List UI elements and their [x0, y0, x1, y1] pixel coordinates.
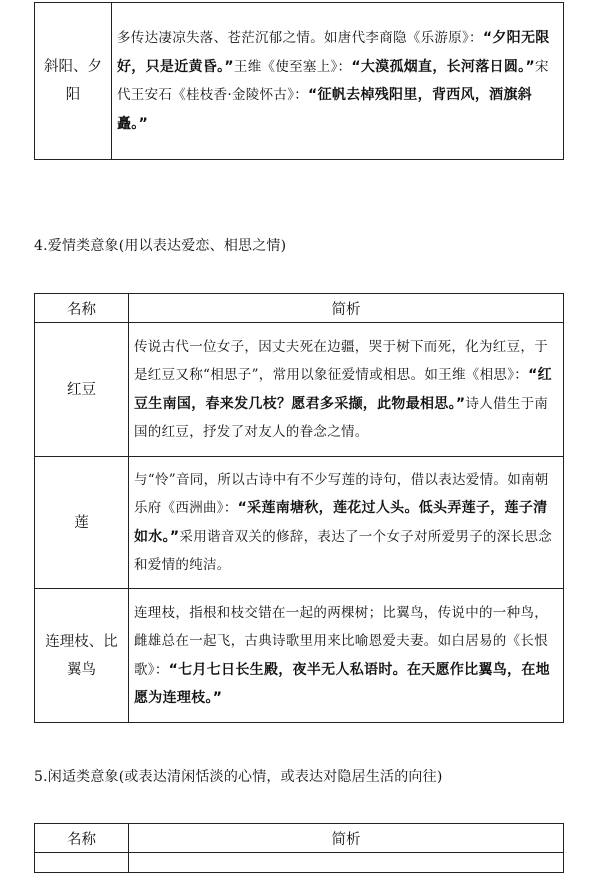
description-text: 传说古代一位女子，因丈夫死在边疆，哭于树下而死，化为红豆，于是红豆又称“相思子”，常用以象征爱情或相思。如王维《相思》：	[134, 338, 548, 383]
item-name: 连理枝、比翼鸟	[35, 589, 129, 723]
section-5-heading: 5.闲适类意象(或表达清闲恬淡的心情，或表达对隐居生活的向往)	[34, 769, 443, 785]
item-name: 斜阳、夕阳	[35, 3, 112, 160]
description-text: 宋代王安石《桂枝香·金陵怀古》：	[117, 58, 549, 103]
item-description	[129, 323, 564, 457]
description-text: 连理枝，指根和枝交错在一起的两棵树；比翼鸟，传说中的一种鸟，雌雄总在一起飞，古典诗歌里用来比喻恩爱夫妻。如白居易的《长恨歌》：	[134, 604, 548, 678]
item-description	[129, 589, 564, 723]
item-name: 莲	[35, 457, 129, 589]
poem-quote: “征帆去棹残阳里，背西风，酒旗斜矗。”	[117, 87, 533, 132]
poem-quote: “红豆生南国，春来发几枝？愿君多采撷，此物最相思。”	[134, 367, 552, 412]
header-desc: 简析	[129, 824, 564, 853]
item-name: 红豆	[35, 323, 129, 457]
item-description	[112, 3, 564, 160]
description-text: 采用谐音双关的修辞，表达了一个女子对所爱男子的深长思念和爱情的纯洁。	[134, 528, 553, 573]
description-text: 诗人借生于南国的红豆，抒发了对友人的眷念之情。	[134, 395, 549, 440]
table-header-row	[35, 824, 564, 853]
description-text: 多传达凄凉失落、苍茫沉郁之情。如唐代李商隐《乐游原》：	[117, 30, 483, 46]
imagery-table-1	[34, 2, 564, 160]
love-imagery-table	[34, 293, 564, 723]
description-text: 王维《使至塞上》：	[233, 58, 352, 75]
item-description	[129, 457, 564, 589]
leisure-imagery-table	[34, 823, 564, 873]
poem-quote: “大漠孤烟直，长河落日圆。”	[351, 58, 535, 75]
description-text: 与“怜”音同，所以古诗中有不少写莲的诗句，借以表达爱情。如南朝乐府《西洲曲》：	[134, 471, 549, 516]
header-name: 名称	[35, 294, 129, 323]
poem-quote: “夕阳无限好，只是近黄昏。”	[117, 30, 550, 75]
poem-quote: “采莲南塘秋，莲花过人头。低头弄莲子，莲子清如水。”	[134, 500, 548, 545]
table-row	[35, 323, 564, 457]
poem-quote: “七月七日长生殿，夜半无人私语时。在天愿作比翼鸟，在地愿为连理枝。”	[134, 661, 550, 706]
table-row	[35, 457, 564, 589]
section-4-heading: 4.爱情类意象(用以表达爱恋、相思之情)	[34, 238, 287, 254]
header-name: 名称	[35, 824, 129, 853]
header-desc: 简析	[129, 294, 564, 323]
table-row	[35, 589, 564, 723]
table-header-row	[35, 294, 564, 323]
table-row	[35, 3, 564, 160]
